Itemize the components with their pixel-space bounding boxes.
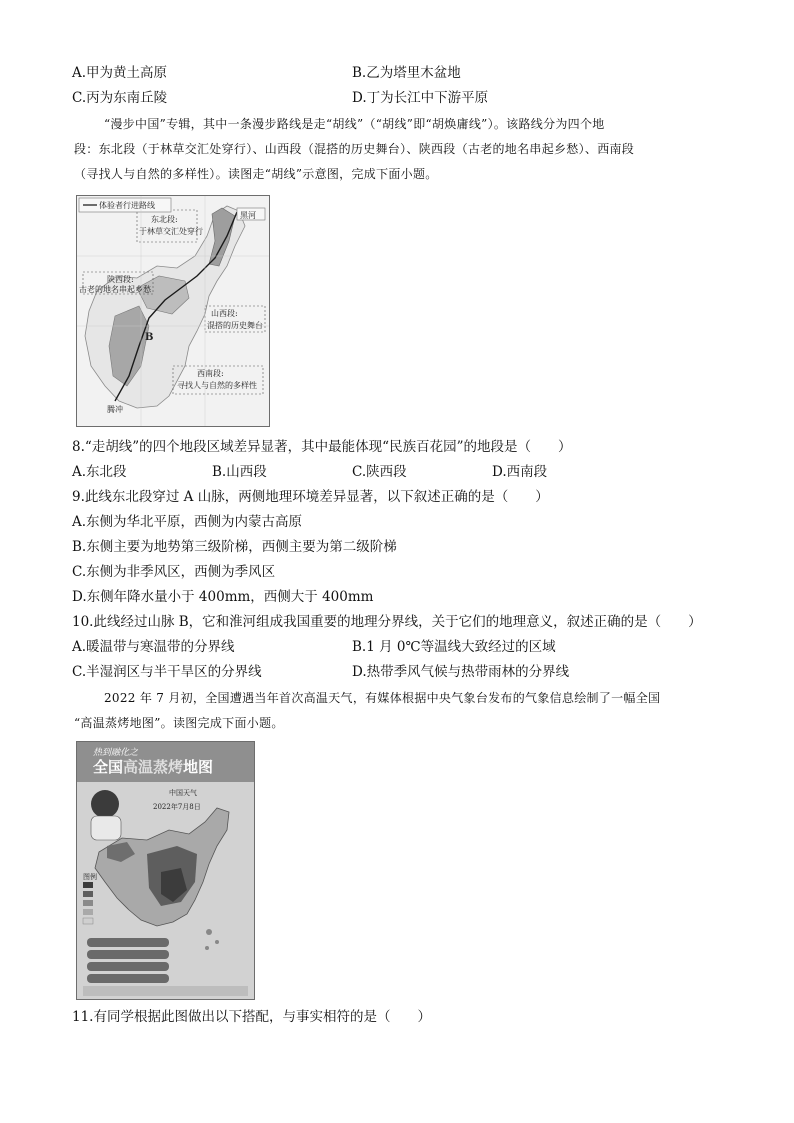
q11-stem: 11.有同学根据此图做出以下搭配，与事实相符的是（ ） [72, 1009, 431, 1025]
q8-option-c: C.陕西段 [352, 464, 407, 480]
q9-option-b: B.东侧主要为地势第三级阶梯，西侧主要为第二级阶梯 [72, 539, 397, 555]
q8-stem: 8.“走胡线”的四个地段区域差异显著，其中最能体现“民族百花园”的地段是（ ） [72, 439, 572, 455]
q9-stem: 9.此线东北段穿过 A 山脉，两侧地理环境差异显著，以下叙述正确的是（ ） [72, 489, 549, 505]
map1-mountain-b-label: B [145, 332, 154, 343]
q9-option-c: C.东侧为非季风区，西侧为季风区 [72, 564, 276, 580]
q7-option-b: B.乙为塔里木盆地 [352, 65, 461, 81]
q7-option-c: C.丙为东南丘陵 [72, 90, 168, 106]
map2-legend-title: 图例 [83, 873, 97, 881]
map1-shanxi-title: 山西段: [211, 309, 238, 318]
map2-banner-suffix: 地图 [183, 758, 214, 776]
map1-northeast-title: 东北段: [151, 215, 178, 224]
q8-option-b: B.山西段 [212, 464, 267, 480]
q10-option-b: B.1 月 0℃等温线大致经过的区域 [352, 639, 556, 655]
map1-legend-label: 体验者行进路线 [99, 201, 155, 210]
q9-option-a: A.东侧为华北平原，西侧为内蒙古高原 [72, 514, 303, 530]
map2-banner-top: 热到融化之 [93, 748, 139, 758]
map1-southwest-desc: 寻找人与自然的多样性 [177, 381, 257, 390]
passage1-line2: 段：东北段（于林草交汇处穿行）、山西段（混搭的历史舞台）、陕西段（古老的地名串起乡愁）、西南段 [74, 142, 635, 156]
map2-brand: 中国天气 [169, 789, 197, 797]
q8-option-d: D.西南段 [492, 464, 548, 480]
q9-option-d: D.东侧年降水量小于 400mm，西侧大于 400mm [72, 589, 374, 605]
map1-northeast-desc: 于林草交汇处穿行 [139, 227, 203, 236]
map1-shanxi-desc: 混搭的历史舞台 [207, 321, 263, 330]
map1-shaanxi-desc: 古老的地名串起乡愁 [79, 285, 151, 294]
passage2-line2: “高温蒸烤地图”。读图完成下面小题。 [74, 716, 284, 730]
map1-tengchong-label: 腾冲 [107, 405, 123, 414]
passage2-line1: 2022 年 7 月初，全国遭遇当年首次高温天气，有媒体根据中央气象台发布的气象信息绘制了一幅全国 [104, 691, 661, 705]
map2-banner-highlight: 高温蒸烤 [123, 758, 184, 776]
q10-stem: 10.此线经过山脉 B，它和淮河组成我国重要的地理分界线，关于它们的地理意义，叙述正确的是（ ） [72, 614, 702, 630]
map2-banner-title [93, 756, 213, 777]
q7-option-d: D.丁为长江中下游平原 [352, 90, 489, 106]
map1-southwest-title: 西南段: [197, 369, 224, 378]
heat-map-poster [76, 741, 255, 1000]
passage1-line3: （寻找人与自然的多样性）。读图走“胡线”示意图，完成下面小题。 [74, 167, 438, 181]
hu-line-route-map [76, 195, 270, 427]
q10-option-d: D.热带季风气候与热带雨林的分界线 [352, 664, 570, 680]
map1-shaanxi-title: 陕西段: [107, 275, 134, 284]
map2-banner-prefix: 全国 [93, 758, 124, 776]
q7-option-a: A.甲为黄土高原 [72, 65, 168, 81]
passage1-line1: “漫步中国”专辑，其中一条漫步路线是走“胡线”（“胡线”即“胡焕庸线”）。该路线分为四个地 [104, 117, 605, 131]
map1-heihe-label: 黑河 [240, 211, 256, 220]
q8-option-a: A.东北段 [72, 464, 127, 480]
q10-option-a: A.暖温带与寒温带的分界线 [72, 639, 235, 655]
q10-option-c: C.半湿润区与半干旱区的分界线 [72, 664, 262, 680]
map2-date: 2022年7月8日 [153, 803, 201, 811]
